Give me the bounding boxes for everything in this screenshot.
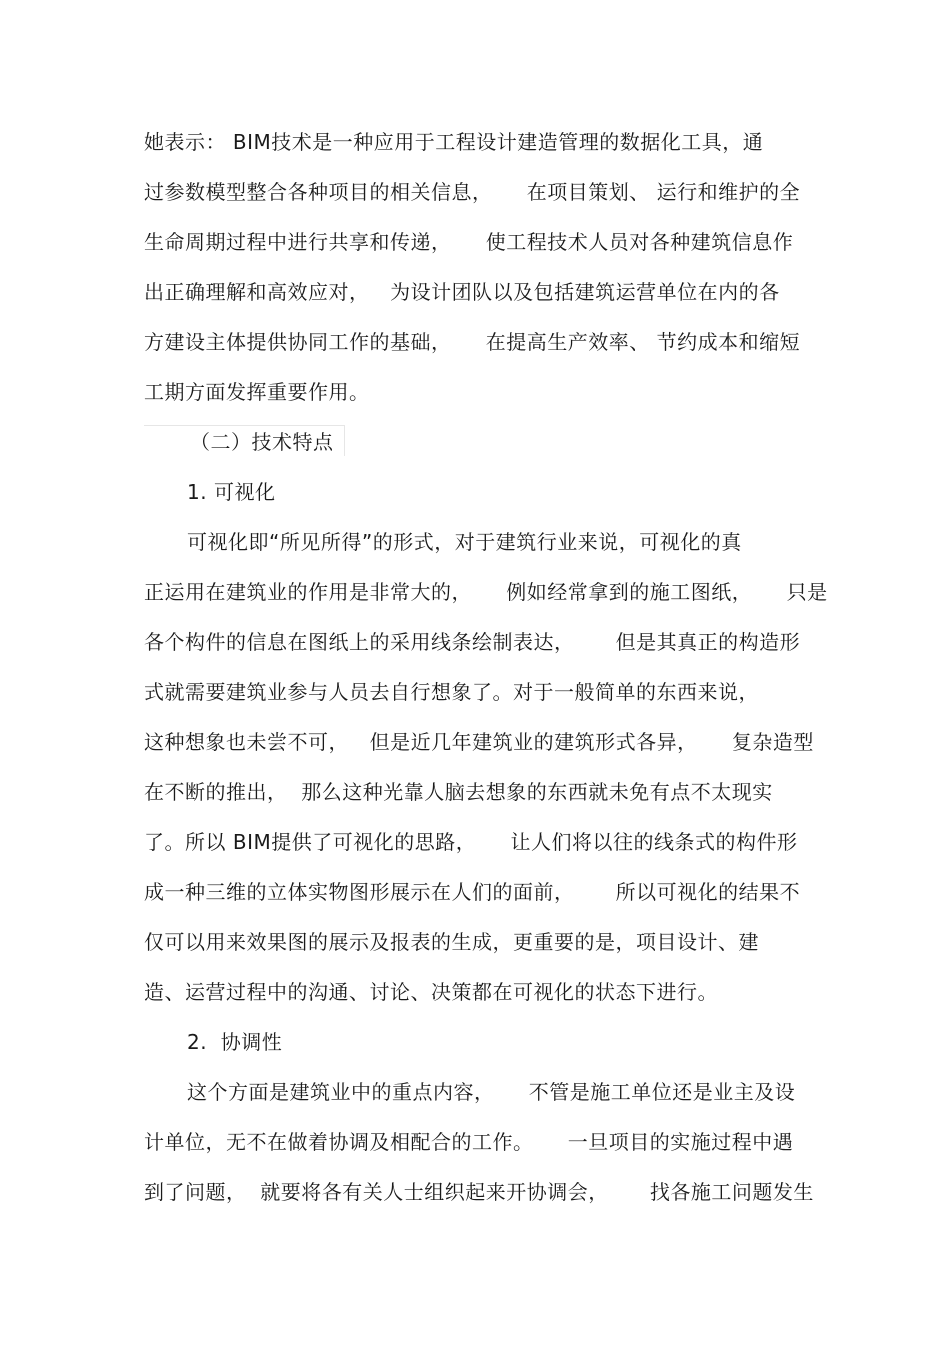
text-line: 这个方面是建筑业中的重点内容， 不管是施工单位还是业主及设 — [187, 1080, 796, 1104]
text-line: 工期方面发挥重要作用。 — [144, 380, 370, 404]
text-line: 式就需要建筑业参与人员去自行想象了。对于一般简单的东西来说， — [144, 680, 759, 704]
text-line: 正运用在建筑业的作用是非常大的， 例如经常拿到的施工图纸， 只是 — [144, 580, 828, 604]
text-line: 了。所以 BIM提供了可视化的思路， 让人们将以往的线条式的构件形 — [144, 830, 798, 854]
text-line: 在不断的推出， 那么这种光靠人脑去想象的东西就未免有点不太现实 — [144, 780, 773, 804]
text-line: 计单位，无不在做着协调及相配合的工作。 一旦项目的实施过程中遇 — [144, 1130, 794, 1154]
text-line: 各个构件的信息在图纸上的采用线条绘制表达， 但是其真正的构造形 — [144, 630, 801, 654]
text-line: 出正确理解和高效应对， 为设计团队以及包括建筑运营单位在内的各 — [144, 280, 780, 304]
text-line: 方建设主体提供协同工作的基础， 在提高生产效率、 节约成本和缩短 — [144, 330, 801, 354]
text-line: 过参数模型整合各种项目的相关信息， 在项目策划、 运行和维护的全 — [144, 180, 801, 204]
subheading-coordination: 2. 协调性 — [187, 1030, 283, 1054]
text-line: 成一种三维的立体实物图形展示在人们的面前， 所以可视化的结果不 — [144, 880, 801, 904]
text-line: 她表示： BIM技术是一种应用于工程设计建造管理的数据化工具，通 — [144, 130, 764, 154]
subheading-visualization: 1. 可视化 — [187, 480, 276, 504]
text-line: 生命周期过程中进行共享和传递， 使工程技术人员对各种建筑信息作 — [144, 230, 794, 254]
text-line: 到了问题， 就要将各有关人士组织起来开协调会， 找各施工问题发生 — [144, 1180, 814, 1204]
text-line: 仅可以用来效果图的展示及报表的生成，更重要的是，项目设计、建 — [144, 930, 759, 954]
text-line: 可视化即“所见所得”的形式，对于建筑行业来说，可视化的真 — [187, 530, 742, 554]
text-line: 这种想象也未尝不可， 但是近几年建筑业的建筑形式各异， 复杂造型 — [144, 730, 814, 754]
section-heading: （二）技术特点 — [190, 430, 334, 454]
text-line: 造、运营过程中的沟通、讨论、决策都在可视化的状态下进行。 — [144, 980, 718, 1004]
